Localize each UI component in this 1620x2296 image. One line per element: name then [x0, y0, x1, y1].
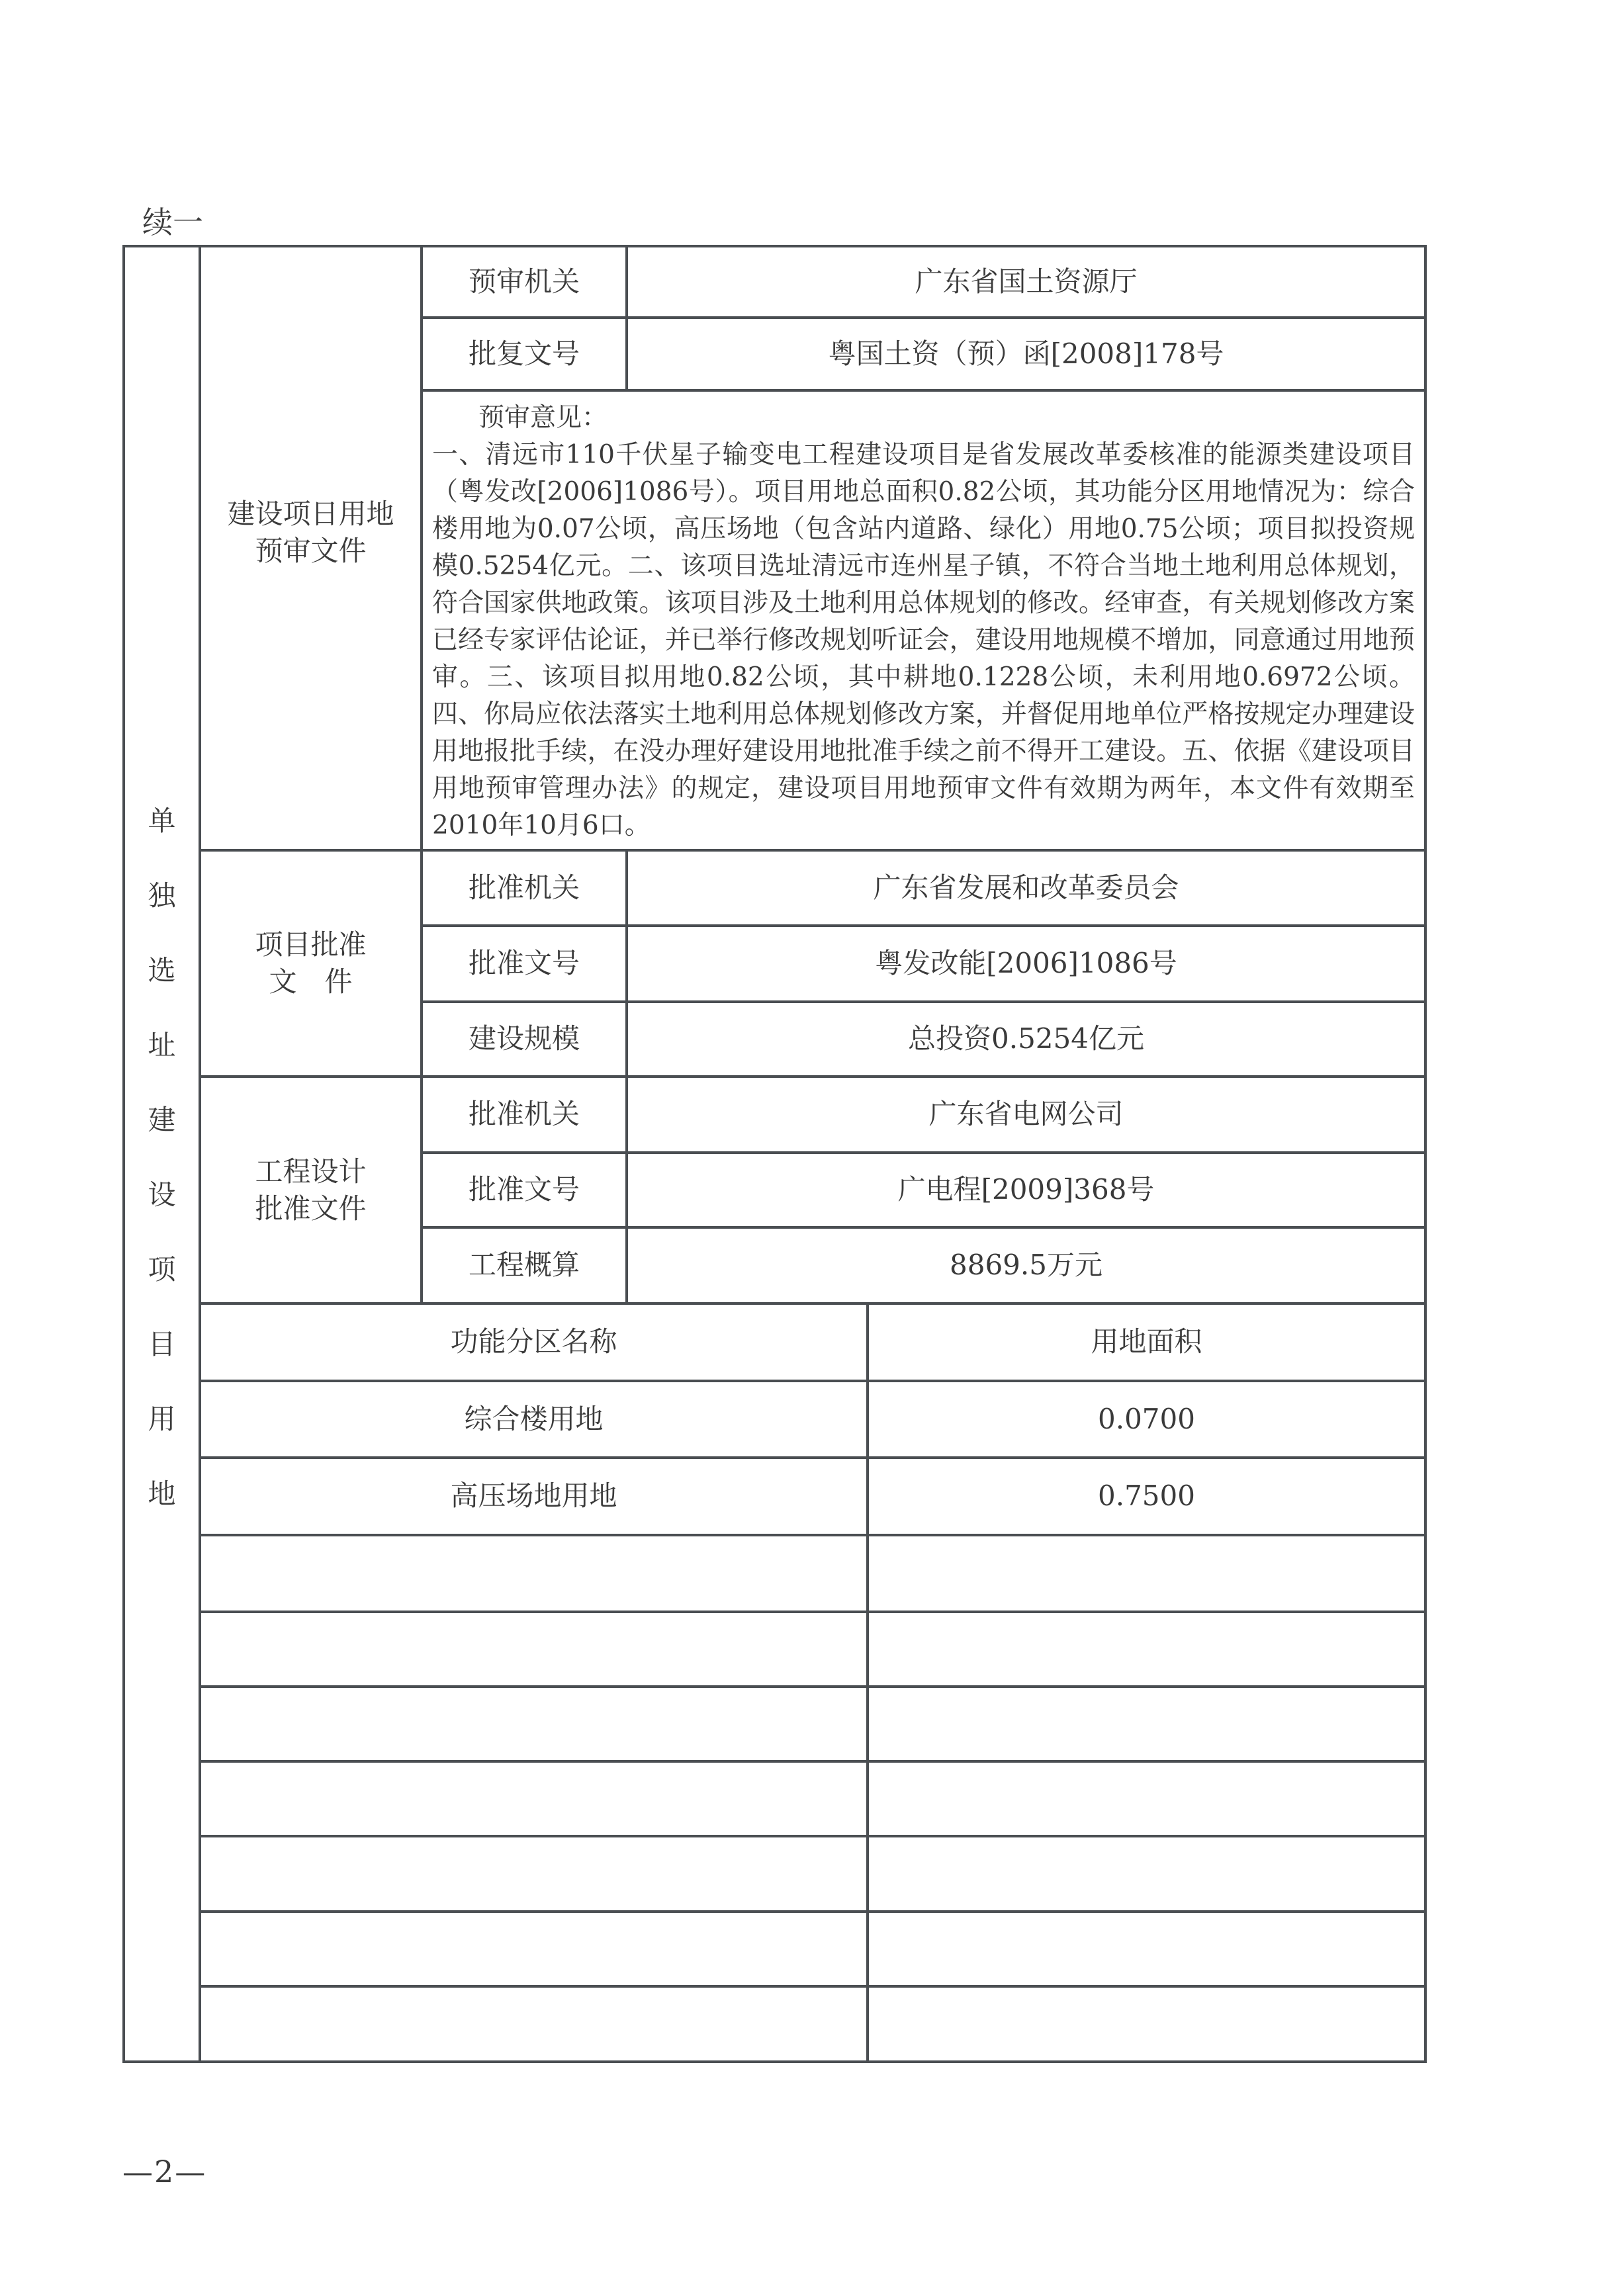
side-char: 项	[148, 1253, 176, 1286]
land-use-form-table	[122, 245, 1427, 2063]
zone-row	[124, 1761, 1425, 1836]
side-char: 建	[148, 1104, 176, 1136]
zone-row	[124, 1381, 1425, 1458]
zone-name: 高压场地用地	[200, 1458, 868, 1535]
pre-review-authority-row	[124, 246, 1425, 318]
group-label-line: 工程设计	[255, 1155, 367, 1188]
zone-row	[124, 1986, 1425, 2062]
zone-area	[868, 1912, 1425, 1986]
field-value: 8869.5万元	[627, 1227, 1425, 1303]
side-char: 单	[148, 805, 176, 837]
zone-area	[868, 1761, 1425, 1836]
zone-name	[200, 1612, 868, 1687]
side-char: 独	[148, 879, 176, 912]
zone-name-header: 功能分区名称	[200, 1303, 868, 1381]
group-label-line: 文 件	[269, 965, 353, 998]
field-value: 广电程[2009]368号	[627, 1153, 1425, 1227]
zone-name	[200, 1687, 868, 1761]
zone-name	[200, 1761, 868, 1836]
zone-row	[124, 1912, 1425, 1986]
zone-name: 综合楼用地	[200, 1381, 868, 1458]
field-label: 批准机关	[422, 850, 627, 926]
opinion-text: 一、清远市110千伏星子输变电工程建设项目是省发展改革委核准的能源类建设项目（粤发改[2006]1086号）。项目用地总面积0.82公顷，其功能分区用地情况为：综合楼用地为0.07公顷，高压场地（包含站内道路、绿化）用地0.75公顷；项目拟投资规模0.5254亿元。二、该项目选址清远市连州星子镇，不符合当地土地利用总体规划，符合国家供地政策。该项目涉及土地利用总体规划的修改。经审查，有关规划修改方案已经专家评估论证，并已举行修改规划听证会，建设用地规模不增加，同意通过用地预审。三、该项目拟用地0.82公顷，其中耕地0.1228公顷，未利用地0.6972公顷。四、你局应依法落实土地利用总体规划修改方案，并督促用地单位严格按规定办理建设用地报批手续，在没办理好建设用地批准手续之前不得开工建设。五、依据《建设项目用地预审管理办法》的规定，建设项目用地预审文件有效期为两年，本文件有效期至2010年10月6口。	[432, 440, 1416, 840]
zone-name	[200, 1986, 868, 2062]
zone-row	[124, 1612, 1425, 1687]
side-char: 地	[148, 1478, 176, 1510]
zone-area	[868, 1687, 1425, 1761]
project-approval-group-label	[200, 850, 422, 1077]
group-label-line: 建设项日用地	[227, 498, 394, 530]
field-value: 广东省国土资源厅	[627, 246, 1425, 318]
field-value: 粤国土资（预）函[2008]178号	[627, 318, 1425, 390]
zone-row	[124, 1687, 1425, 1761]
field-value: 广东省电网公司	[627, 1077, 1425, 1153]
continued-label: 续一	[142, 204, 203, 240]
zone-header-row	[124, 1303, 1425, 1381]
zone-row	[124, 1535, 1425, 1612]
field-label: 批复文号	[422, 318, 627, 390]
page-number: —2—	[122, 2154, 207, 2189]
zone-area	[868, 1612, 1425, 1687]
pre-review-opinion	[422, 390, 1425, 850]
field-label: 批准文号	[422, 926, 627, 1002]
field-value: 广东省发展和改革委员会	[627, 850, 1425, 926]
design-approval-group-label	[200, 1077, 422, 1303]
side-char: 用	[148, 1403, 176, 1435]
zone-row	[124, 1836, 1425, 1912]
field-label: 工程概算	[422, 1227, 627, 1303]
pre-review-group-label	[200, 246, 422, 850]
group-label-line: 项目批准	[255, 928, 367, 961]
zone-area: 0.7500	[868, 1458, 1425, 1535]
design-approval-authority-row	[124, 1077, 1425, 1153]
zone-name	[200, 1535, 868, 1612]
field-label: 批准文号	[422, 1153, 627, 1227]
side-label-cell	[124, 246, 200, 2062]
zone-name	[200, 1912, 868, 1986]
field-label: 预审机关	[422, 246, 627, 318]
opinion-title: 预审意见：	[478, 403, 608, 433]
group-label-line: 批准文件	[255, 1192, 367, 1225]
zone-area	[868, 1986, 1425, 2062]
side-char: 目	[148, 1328, 176, 1360]
zone-area: 0.0700	[868, 1381, 1425, 1458]
zone-area	[868, 1836, 1425, 1912]
field-label: 建设规模	[422, 1002, 627, 1077]
side-char: 址	[148, 1029, 176, 1061]
zone-area	[868, 1535, 1425, 1612]
field-value: 粤发改能[2006]1086号	[627, 926, 1425, 1002]
side-char: 选	[148, 954, 176, 987]
zone-area-header: 用地面积	[868, 1303, 1425, 1381]
zone-row	[124, 1458, 1425, 1535]
project-approval-authority-row	[124, 850, 1425, 926]
zone-name	[200, 1836, 868, 1912]
side-label	[125, 783, 199, 1538]
side-char: 设	[148, 1178, 176, 1211]
field-label: 批准机关	[422, 1077, 627, 1153]
group-label-line: 预审文件	[255, 535, 367, 567]
field-value: 总投资0.5254亿元	[627, 1002, 1425, 1077]
